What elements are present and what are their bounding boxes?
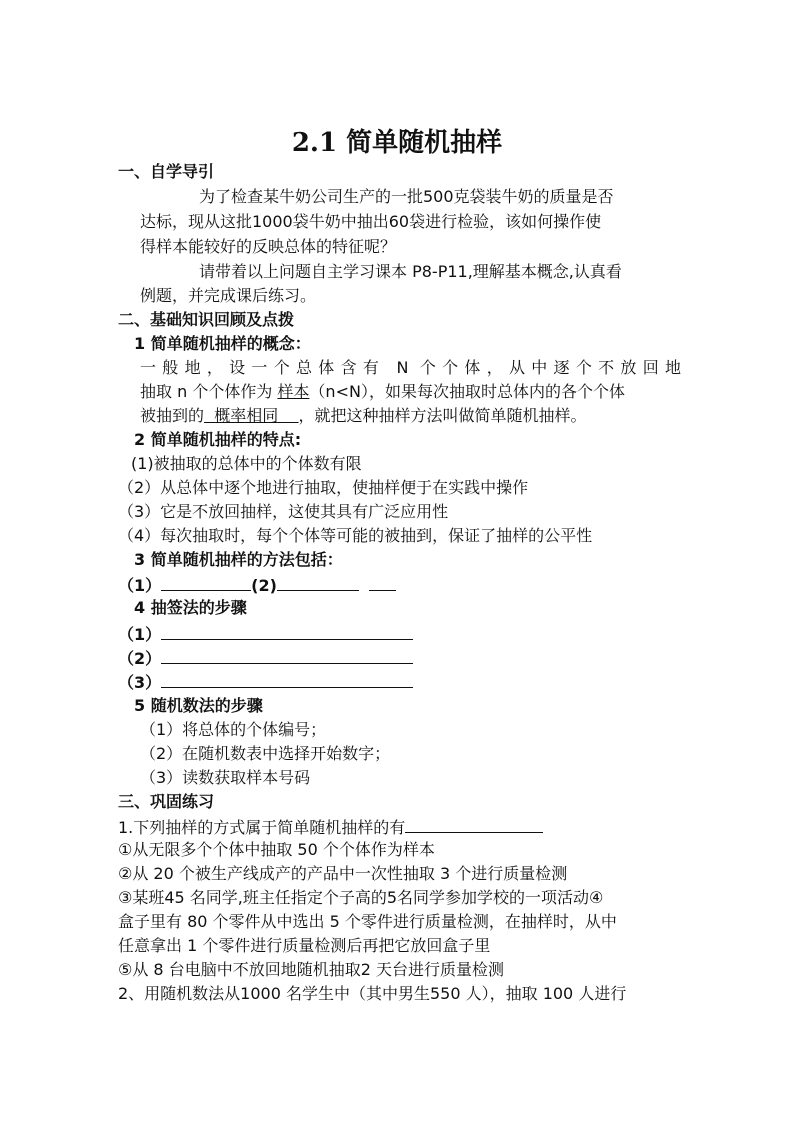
answer-blank[interactable] xyxy=(405,815,543,833)
features-heading: 2 简单随机抽样的特点: xyxy=(134,430,302,449)
step-label: （3） xyxy=(118,673,162,692)
intro-paragraph-line: 例题，并完成课后练习。 xyxy=(140,286,317,305)
section-heading-self-study: 一、自学导引 xyxy=(118,162,215,181)
lottery-heading: 4 抽签法的步骤 xyxy=(134,598,247,617)
methods-blanks-line xyxy=(118,573,396,597)
fill-in-blank[interactable] xyxy=(277,573,359,591)
concept-line xyxy=(140,381,625,403)
concept-text: ，就把这种抽样方法叫做简单随机抽样。 xyxy=(298,406,587,425)
step-label: （1） xyxy=(118,625,162,644)
concept-line: 一般地，设一个总体含有 N 个个体，从中逐个不放回地 xyxy=(140,358,681,377)
lottery-step xyxy=(118,670,413,694)
random-number-step: （1）将总体的个体编号； xyxy=(140,720,327,739)
intro-paragraph-line: 请带着以上问题自主学习课本 P8-P11,理解基本概念,认真看 xyxy=(199,262,622,281)
random-number-step: （2）在随机数表中选择开始数字； xyxy=(140,744,391,763)
answer-equal-probability: 概率相同 xyxy=(204,406,299,425)
option-item: 任意拿出 1 个零件进行质量检测后再把它放回盒子里 xyxy=(118,936,491,955)
methods-heading: 3 简单随机抽样的方法包括： xyxy=(134,550,343,569)
feature-item: (1)被抽取的总体中的个体数有限 xyxy=(131,454,362,473)
option-item: 盒子里有 80 个零件从中选出 5 个零件进行质量检测，在抽样时，从中 xyxy=(118,912,617,931)
feature-item: （3）它是不放回抽样，这使其具有广泛应用性 xyxy=(118,502,449,521)
question-1 xyxy=(118,815,543,839)
step-label: （2） xyxy=(118,649,162,668)
intro-paragraph-line: 得样本能较好的反映总体的特征呢？ xyxy=(140,237,397,256)
fill-in-blank[interactable] xyxy=(161,670,413,688)
option-item: ⑤从 8 台电脑中不放回地随机抽取2 天台进行质量检测 xyxy=(118,960,504,979)
concept-text: 被抽到的 xyxy=(140,406,205,425)
lottery-step xyxy=(118,622,413,646)
fill-in-blank[interactable] xyxy=(161,573,251,591)
section-heading-practice: 三、巩固练习 xyxy=(118,792,215,811)
answer-sample: 样本 xyxy=(277,382,310,401)
concept-line xyxy=(140,405,587,427)
question-text: 1.下列抽样的方式属于简单随机抽样的有 xyxy=(118,818,406,837)
lottery-step xyxy=(118,646,413,670)
concept-heading: 1 简单随机抽样的概念： xyxy=(134,334,311,353)
feature-item: （4）每次抽取时，每个个体等可能的被抽到，保证了抽样的公平性 xyxy=(118,526,593,545)
option-item: ①从无限多个个体中抽取 50 个个体作为样本 xyxy=(118,840,435,859)
method-label-2: (2) xyxy=(251,576,277,595)
question-2: 2、用随机数法从1000 名学生中（其中男生550 人），抽取 100 人进行 xyxy=(118,984,627,1003)
intro-paragraph-line: 为了检查某牛奶公司生产的一批500克袋装牛奶的质量是否 xyxy=(199,187,614,206)
concept-text: 抽取 n 个个体作为 xyxy=(140,382,278,401)
random-number-step: （3）读数获取样本号码 xyxy=(140,768,311,787)
section-heading-basics: 二、基础知识回顾及点拨 xyxy=(118,310,295,329)
option-item: ③某班45 名同学,班主任指定个子高的5名同学参加学校的一项活动④ xyxy=(118,888,604,907)
concept-text: （n<N），如果每次抽取时总体内的各个个体 xyxy=(309,382,625,401)
intro-paragraph-line: 达标，现从这批1000袋牛奶中抽出60袋进行检验，该如何操作使 xyxy=(140,212,602,231)
fill-in-blank[interactable] xyxy=(161,646,413,664)
page-title: 2.1 简单随机抽样 xyxy=(291,128,503,158)
option-item: ②从 20 个被生产线成产的产品中一次性抽取 3 个进行质量检测 xyxy=(118,864,568,883)
fill-in-blank[interactable] xyxy=(369,573,396,591)
method-label-1: （1） xyxy=(118,576,162,595)
feature-item: （2）从总体中逐个地进行抽取，使抽样便于在实践中操作 xyxy=(118,478,529,497)
fill-in-blank[interactable] xyxy=(161,622,413,640)
random-number-heading: 5 随机数法的步骤 xyxy=(134,696,263,715)
